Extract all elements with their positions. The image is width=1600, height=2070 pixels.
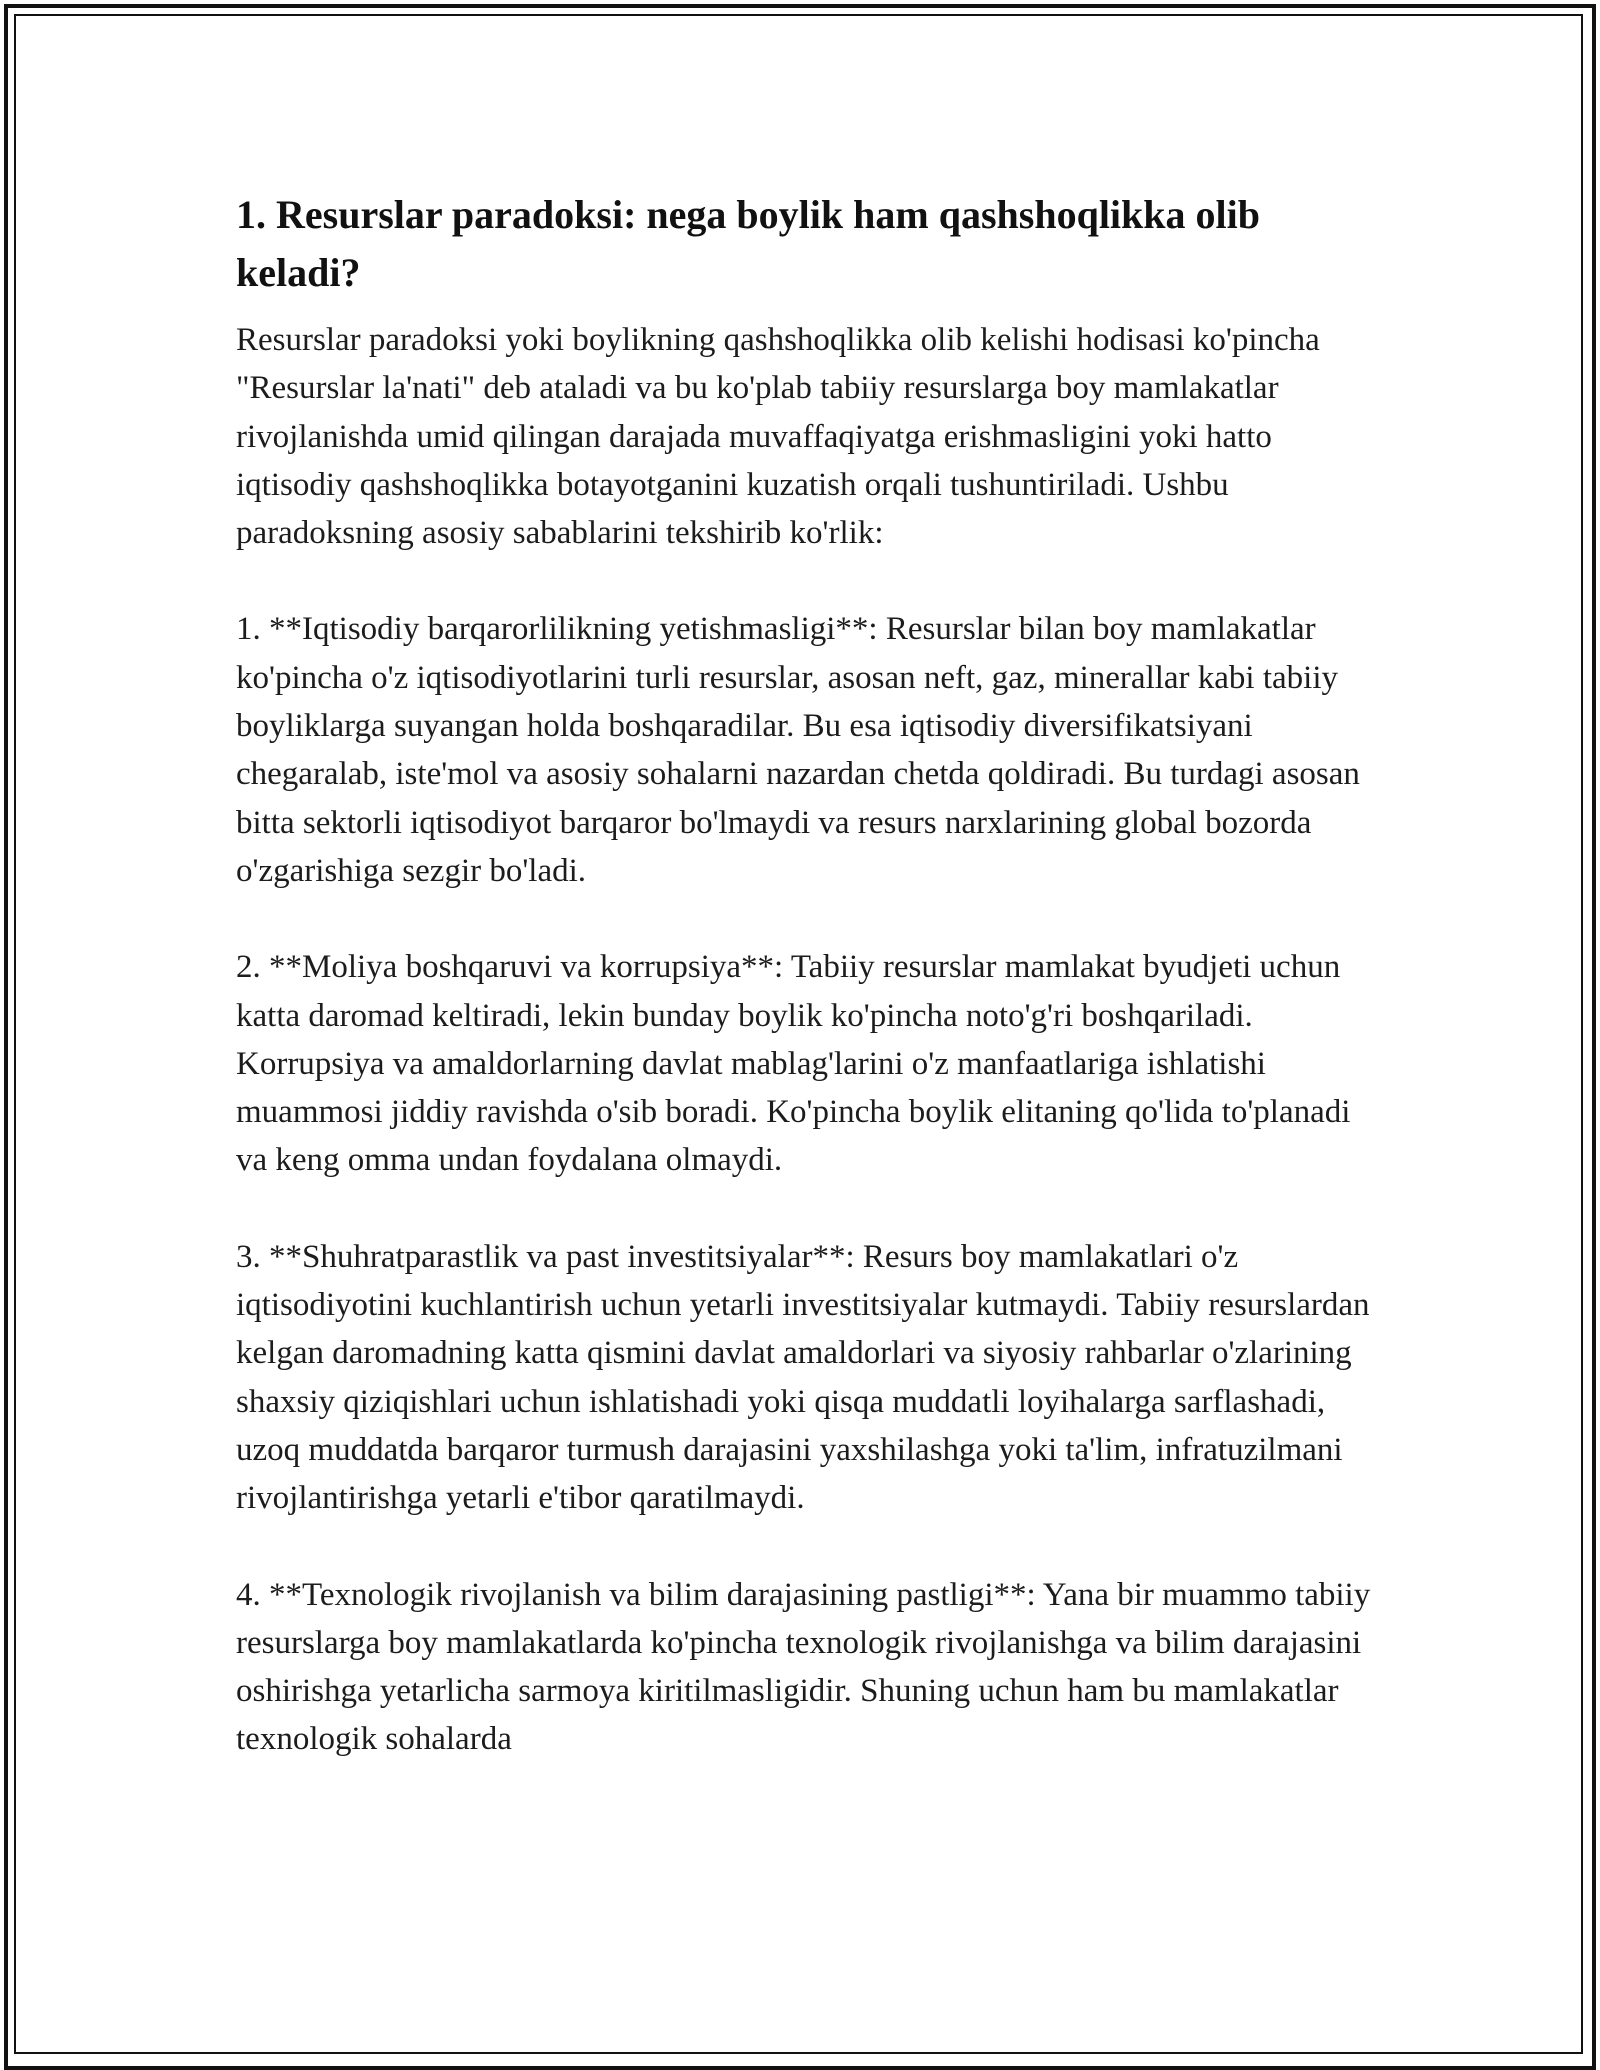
point-paragraph-2: 2. **Moliya boshqaruvi va korrupsiya**: Tabiiy resurslar mamlakat byudjeti uchun katta daromad keltiradi, lekin bunday boylik ko'pincha noto'g'ri boshqariladi. Korrupsiya va amaldorlarning davlat mablag'larini o'z manfaatlariga ishlatishi muammosi jiddiy ravishda o'sib boradi. Ko'pincha boylik elitaning qo'lida to'planadi va keng omma undan foydalana olmaydi. bbox=[236, 949, 1351, 1179]
document-heading: 1. Resurslar paradoksi: nega boylik ham qashshoqlikka olib keladi? bbox=[236, 192, 1261, 295]
point-paragraph-3: 3. **Shuhratparastlik va past investitsiyalar**: Resurs boy mamlakatlari o'z iqtisodiyotini kuchlantirish uchun yetarli investitsiyalar kutmaydi. Tabiiy resurslardan kelgan daromadning katta qismini davlat amaldorlari va siyosiy rahbarlar o'zlarining shaxsiy qiziqishlari uchun ishlatishadi yoki qisqa muddatli loyihalarga sarflashadi, uzoq muddatda barqaror turmush darajasini yaxshilashga yoki ta'lim, infratuzilmani rivojlantirishga yetarli e'tibor qaratilmaydi. bbox=[236, 1238, 1370, 1517]
point-paragraph-1: 1. **Iqtisodiy barqarorlilikning yetishmasligi**: Resurslar bilan boy mamlakatlar ko'pincha o'z iqtisodiyotlarini turli resurslar, asosan neft, gaz, minerallar kabi tabiiy boyliklarga suyangan holda boshqaradilar. Bu esa iqtisodiy diversifikatsiyani chegaralab, iste'mol va asosiy sohalarni nazardan chetda qoldiradi. Bu turdagi asosan bitta sektorli iqtisodiyot barqaror bo'lmaydi va resurs narxlarining global bozorda o'zgarishiga sezgir bo'ladi. bbox=[236, 611, 1360, 889]
intro-paragraph: Resurslar paradoksi yoki boylikning qashshoqlikka olib kelishi hodisasi ko'pincha "Resurslar la'nati" deb ataladi va bu ko'plab tabiiy resurslarga boy mamlakatlar rivojlanishda umid qilingan darajada muvaffaqiyatga erishmasligini yoki hatto iqtisodiy qashshoqlikka botayotganini kuzatish orqali tushuntiriladi. Ushbu paradoksning asosiy sabablarini tekshirib ko'rlik: bbox=[236, 322, 1320, 552]
point-paragraph-4: 4. **Texnologik rivojlanish va bilim darajasining pastligi**: Yana bir muammo tabiiy resurslarga boy mamlakatlarda ko'pincha texnologik rivojlanishga va bilim darajasini oshirishga yetarlicha sarmoya kiritilmasligidir. Shuning uchun ham bu mamlakatlar texnologik sohalarda bbox=[236, 1576, 1371, 1758]
document-body bbox=[236, 186, 1376, 1812]
